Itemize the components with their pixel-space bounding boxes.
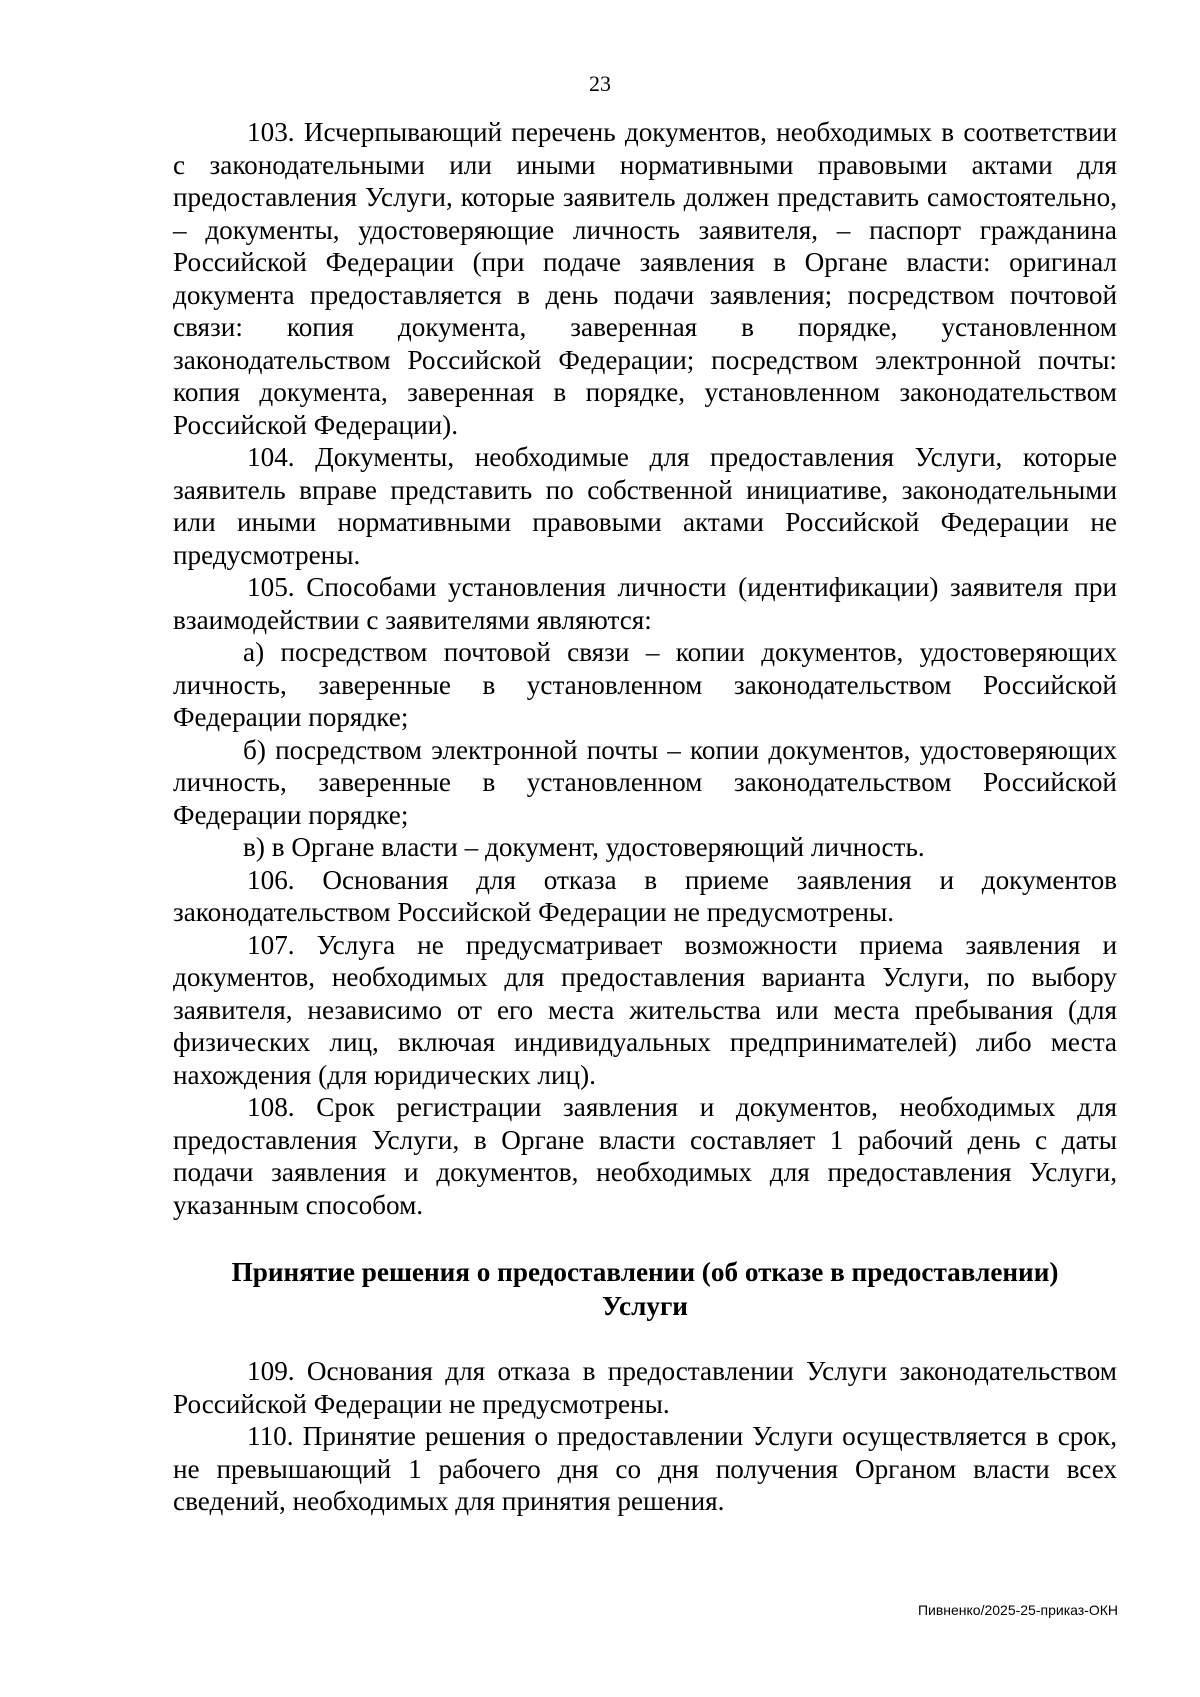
paragraph-104 <box>173 441 1117 571</box>
subitem-text: посредством почтовой связи – копии документов, удостоверяющих личность, заверенные в установленном законодательством Российской Федерации порядке; <box>173 637 1118 732</box>
subitem-a <box>173 636 1117 734</box>
paragraph-103 <box>173 116 1117 441</box>
paragraph-text: Услуга не предусматривает возможности приема заявления и документов, необходимых для предоставления варианта Услуги, по выбору заявителя, независимо от его места жительства или места пребывания (для физических лиц, включая индивидуальных предпринимателей) либо места нахождения (для юридических лиц). <box>173 929 1117 1090</box>
page-number: 23 <box>589 71 611 96</box>
section-heading-line-2: Услуги <box>602 1291 688 1321</box>
paragraph-107 <box>173 929 1117 1092</box>
document-body <box>173 116 1117 1518</box>
paragraph-number: 104. <box>247 442 295 472</box>
paragraph-109 <box>173 1355 1117 1420</box>
paragraph-number: 106. <box>247 864 295 895</box>
paragraph-text: Срок регистрации заявления и документов, необходимых для предоставления Услуги, в Органе власти составляет 1 рабочий день с даты подачи заявления и документов, необходимых для предоставления Услуги, указанным способом. <box>173 1092 1117 1220</box>
paragraph-text: Основания для отказа в приеме заявления и документов законодательством Российской Федерации не предусмотрены. <box>173 864 1118 927</box>
paragraph-105 <box>173 571 1117 636</box>
paragraph-text: Документы, необходимые для предоставления Услуги, которые заявитель вправе представить по собственной инициативе, законодательными или иными нормативными правовыми актами Российской Федерации не предусмотрены. <box>173 442 1118 570</box>
paragraph-number: 109. <box>247 1356 295 1386</box>
paragraph-text: Исчерпывающий перечень документов, необходимых в соответствии с законодательными или иными нормативными правовыми актами для предоставления Услуги, которые заявитель должен представить самостоятельно, – документы, удостоверяющие личность заявителя, – паспорт гражданина Российской Федерации (при подаче заявления в Органе власти: оригинал документа предоставляется в день подачи заявления; посредством почтовой связи: копия документа, заверенная в порядке, установленном законодательством Российской Федерации; посредством электронной почты: копия документа, заверенная в порядке, установленном законодательством Российской Федерации). <box>173 117 1117 440</box>
subitem-v <box>173 831 1117 864</box>
section-heading-line-1: Принятие решения о предоставлении (об отказе в предоставлении) <box>231 1257 1059 1287</box>
subitem-letter: а) <box>243 637 265 667</box>
paragraph-number: 108. <box>247 1092 295 1122</box>
subitem-letter: б) <box>243 734 266 765</box>
paragraph-106 <box>173 864 1117 929</box>
paragraph-text: Способами установления личности (идентификации) заявителя при взаимодействии с заявителями являются: <box>173 572 1118 635</box>
subitem-text: посредством электронной почты – копии документов, удостоверяющих личность, заверенные в установленном законодательством Российской Федерации порядке; <box>173 734 1117 830</box>
paragraph-number: 110. <box>247 1421 294 1451</box>
paragraph-text: Принятие решения о предоставлении Услуги осуществляется в срок, не превышающий 1 рабочего дня со дня получения Органом власти всех сведений, необходимых для принятия решения. <box>173 1421 1118 1516</box>
subitem-text: в Органе власти – документ, удостоверяющий личность. <box>271 832 925 862</box>
subitem-letter: в) <box>243 832 265 862</box>
paragraph-110 <box>173 1420 1117 1518</box>
document-footer-reference: Пивненко/2025-25-приказ-ОКН <box>917 1602 1118 1618</box>
paragraph-text: Основания для отказа в предоставлении Услуги законодательством Российской Федерации не предусмотрены. <box>173 1356 1118 1419</box>
paragraph-108 <box>173 1091 1117 1221</box>
paragraph-number: 103. <box>247 117 295 147</box>
paragraph-number: 105. <box>247 572 295 602</box>
subitem-b <box>173 734 1117 832</box>
section-heading <box>173 1255 1117 1323</box>
paragraph-number: 107. <box>247 929 295 960</box>
